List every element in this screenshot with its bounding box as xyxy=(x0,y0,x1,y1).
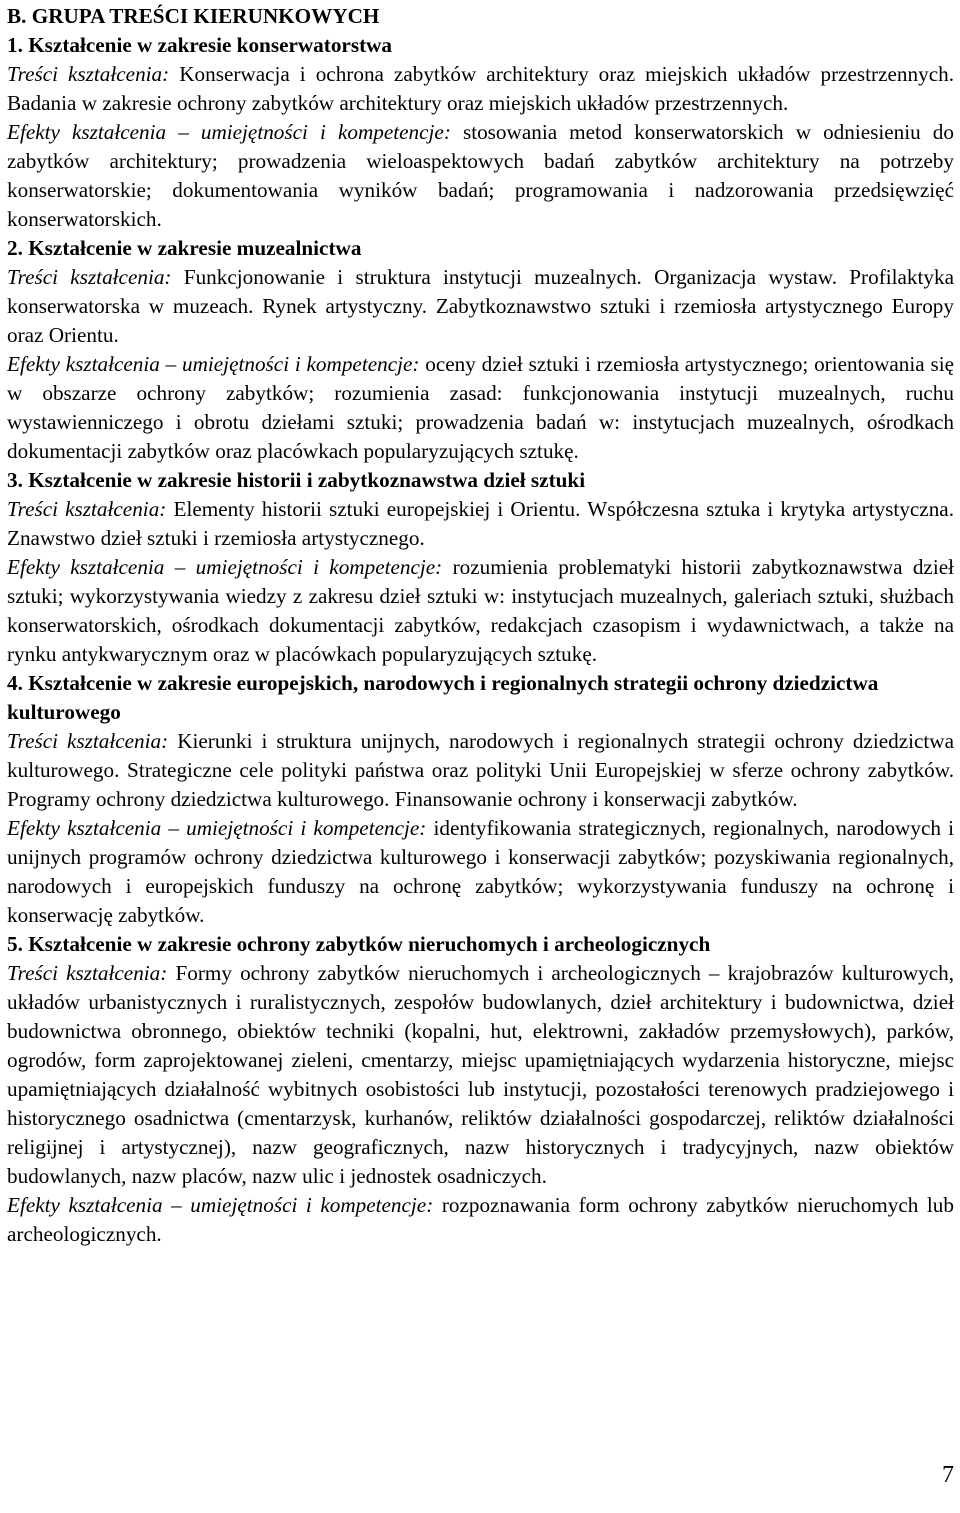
effects-label: Efekty kształcenia – umiejętności i kompetencje: xyxy=(7,1193,434,1217)
effects-label: Efekty kształcenia – umiejętności i kompetencje: xyxy=(7,555,443,579)
effects-text: stosowania metod konserwatorskich w odniesieniu do zabytków architektury; prowadzenia wieloaspektowych badań zabytków architektury na potrzeby konserwatorskie; dokumentowania wyników badań; programowania i nadzorowania przedsięwzięć konserwatorskich. xyxy=(7,120,954,231)
section-1 xyxy=(7,31,954,234)
section-5 xyxy=(7,930,954,1249)
content-label: Treści kształcenia: xyxy=(7,497,167,521)
effects-paragraph xyxy=(7,1191,954,1249)
content-label: Treści kształcenia: xyxy=(7,265,172,289)
content-text: Formy ochrony zabytków nieruchomych i archeologicznych – krajobrazów kulturowych, układów urbanistycznych i ruralistycznych, zespołów budowlanych, dzieł architektury i budownictwa, dzieł budownictwa obronnego, obiektów techniki (kopalni, hut, elektrowni, zakładów przemysłowych), parków, ogrodów, form zaprojektowanej zieleni, cmentarzy, miejsc upamiętniających wydarzenia historyczne, miejsc upamiętniających działalność wybitnych osobistości lub instytucji, pozostałości terenowych pradziejowego i historycznego osadnictwa (cmentarzysk, kurhanów, reliktów działalności gospodarczej, reliktów działalności religijnej i artystycznej), nazw geograficznych, nazw historycznych i tradycyjnych, nazw obiektów budowlanych, nazw placów, nazw ulic i jednostek osadniczych. xyxy=(7,961,955,1188)
content-label: Treści kształcenia: xyxy=(7,729,169,753)
section-2 xyxy=(7,234,954,466)
section-title: 2. Kształcenie w zakresie muzealnictwa xyxy=(7,236,362,260)
effects-paragraph xyxy=(7,814,954,930)
effects-text: rozumienia problematyki historii zabytkoznawstwa dzieł sztuki; wykorzystywania wiedzy z zakresu dzieł sztuki w: instytucjach muzealnych, galeriach sztuki, służbach konserwatorskich, ośrodkach dokumentacji zabytków, redakcjach czasopism i wydawnictwach, a także na rynku antykwarycznym oraz w placówkach popularyzujących sztukę. xyxy=(7,555,955,666)
content-paragraph xyxy=(7,959,954,1191)
section-3 xyxy=(7,466,954,669)
effects-paragraph xyxy=(7,118,954,234)
effects-text: rozpoznawania form ochrony zabytków nieruchomych lub archeologicznych. xyxy=(7,1193,954,1246)
effects-label: Efekty kształcenia – umiejętności i kompetencje: xyxy=(7,120,451,144)
content-text: Kierunki i struktura unijnych, narodowych i regionalnych strategii ochrony dziedzictwa kulturowego. Strategiczne cele polityki państwa oraz polityki Unii Europejskiej w sferze ochrony zabytków. Programy ochrony dziedzictwa kulturowego. Finansowanie ochrony i konserwacji zabytków. xyxy=(7,729,955,811)
page-number: 7 xyxy=(942,1462,954,1488)
effects-text: oceny dzieł sztuki i rzemiosła artystycznego; orientowania się w obszarze ochrony zabytków; rozumienia zasad: funkcjonowania instytucji muzealnych, ruchu wystawienniczego i obrotu dziełami sztuki; prowadzenia badań w: instytucjach muzealnych, ośrodkach dokumentacji zabytków oraz placówkach popularyzujących sztukę. xyxy=(7,352,954,463)
section-title: 1. Kształcenie w zakresie konserwatorstwa xyxy=(7,33,393,57)
content-paragraph xyxy=(7,263,954,350)
content-text: Konserwacja i ochrona zabytków architektury oraz miejskich układów przestrzennych. Badania w zakresie ochrony zabytków architektury oraz miejskich układów przestrzennych. xyxy=(7,62,954,115)
section-4 xyxy=(7,669,954,930)
content-label: Treści kształcenia: xyxy=(7,961,168,985)
effects-paragraph xyxy=(7,350,954,466)
content-paragraph xyxy=(7,495,954,553)
content-paragraph xyxy=(7,727,954,814)
section-title: 3. Kształcenie w zakresie historii i zabytkoznawstwa dzieł sztuki xyxy=(7,468,586,492)
effects-label: Efekty kształcenia – umiejętności i kompetencje: xyxy=(7,352,420,376)
content-text: Funkcjonowanie i struktura instytucji muzealnych. Organizacja wystaw. Profilaktyka konserwatorska w muzeach. Rynek artystyczny. Zabytkoznawstwo sztuki i rzemiosła artystycznego Europy oraz Orientu. xyxy=(7,265,955,347)
document-page xyxy=(7,2,954,1249)
content-label: Treści kształcenia: xyxy=(7,62,170,86)
content-text: Elementy historii sztuki europejskiej i Orientu. Współczesna sztuka i krytyka artystyczna. Znawstwo dzieł sztuki i rzemiosła artystycznego. xyxy=(7,497,955,550)
effects-label: Efekty kształcenia – umiejętności i kompetencje: xyxy=(7,816,427,840)
effects-text: identyfikowania strategicznych, regionalnych, narodowych i unijnych programów ochrony dziedzictwa kulturowego i konserwacji zabytków; pozyskiwania regionalnych, narodowych i europejskich funduszy na ochronę zabytków; wykorzystywania funduszy na ochronę i konserwację zabytków. xyxy=(7,816,954,927)
group-heading: B. GRUPA TREŚCI KIERUNKOWYCH xyxy=(7,4,380,28)
content-paragraph xyxy=(7,60,954,118)
section-title: 5. Kształcenie w zakresie ochrony zabytków nieruchomych i archeologicznych xyxy=(7,932,711,956)
effects-paragraph xyxy=(7,553,954,669)
section-title: 4. Kształcenie w zakresie europejskich, narodowych i regionalnych strategii ochrony dziedzictwa kulturowego xyxy=(7,671,879,724)
